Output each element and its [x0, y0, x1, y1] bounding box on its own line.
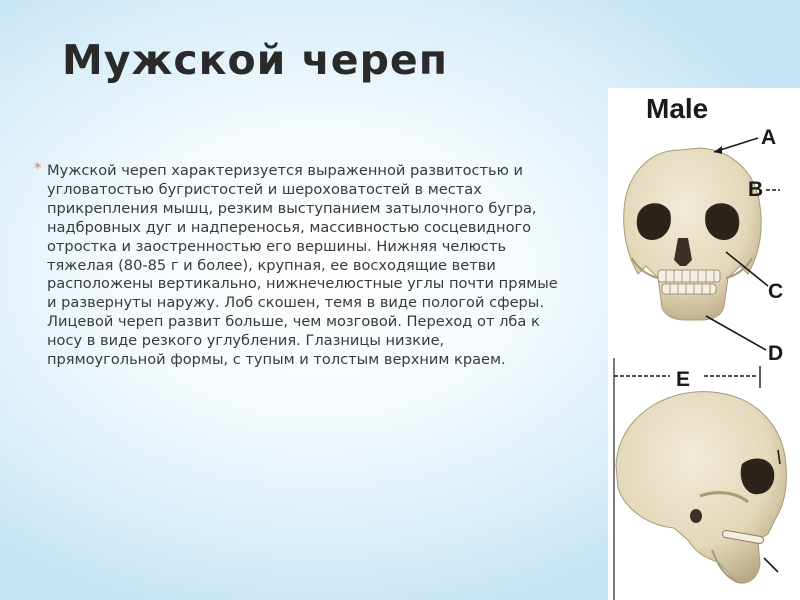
bullet-text: Мужской череп характеризуется выраженной развитостью и угловатостью бугристостей и шероховатостей в местах прикрепления мышц, резким выступанием затылочного бугра, надбровных дуг и надпереносья, массивностью сосцевидного отростка и заостренностью его вершины. Нижняя челюсть тяжелая (80-85 г и более), крупная, ее восходящие ветви расположены вертикально, нижнечелюстные углы почти прямые и развернуты наружу. Лоб скошен, темя в виде пологой сферы. Лицевой череп развит больше, чем мозговой. Переход от лба к носу в виде резкого углубления. Глазницы низкие, прямоугольной формы, с тупым и толстым верхним краем. — [47, 162, 558, 369]
label-e: E — [676, 368, 691, 391]
pointer-side-lower — [764, 558, 778, 572]
male-skull-figure — [608, 88, 800, 600]
label-a: A — [761, 126, 777, 149]
slide-title: Мужской череп — [62, 36, 449, 84]
skull-front-view — [624, 148, 762, 320]
figure-heading: Male — [646, 93, 709, 124]
pointer-d — [706, 316, 766, 350]
label-b: B — [748, 178, 764, 201]
label-c: C — [768, 280, 784, 303]
label-d: D — [768, 342, 784, 365]
bullet-star-icon: * — [34, 159, 42, 177]
bullet-paragraph — [34, 159, 562, 370]
skull-side-view — [616, 392, 786, 583]
